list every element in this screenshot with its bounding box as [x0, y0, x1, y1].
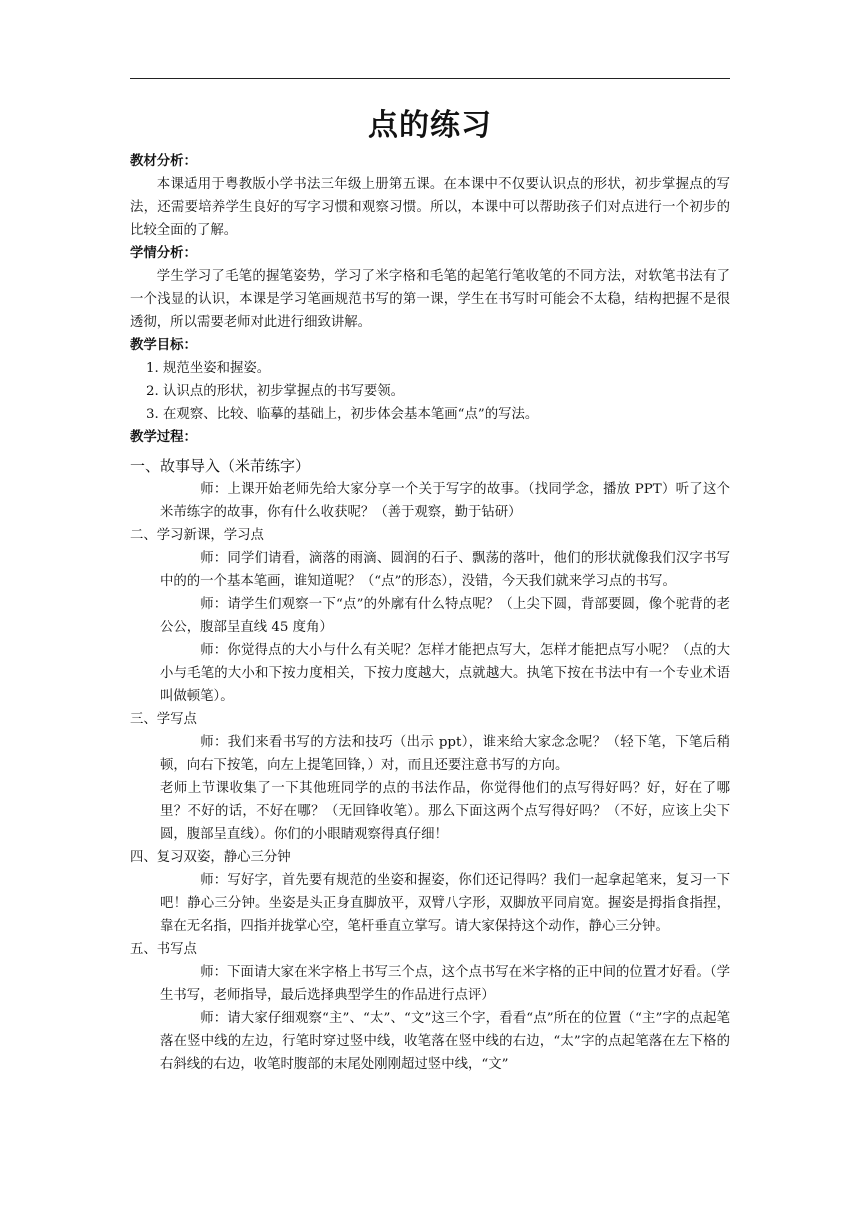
- material-body: 本课适用于粤教版小学书法三年级上册第五课。在本课中不仅要认识点的形状，初步掌握点的写法，还需要培养学生良好的写字习惯和观察习惯。所以，本课中可以帮助孩子们对点进行一个初步的比较全面的了解。: [130, 177, 730, 238]
- step-title: 二、学习新课，学习点: [130, 528, 264, 543]
- step-paragraph: 师：写好字，首先要有规范的坐姿和握姿，你们还记得吗？我们一起拿起笔来，复习一下吧！静心三分钟。坐姿是头正身直脚放平，双臂八字形，双脚放平同肩宽。握姿是拇指食指捏，靠在无名指，四指并拢掌心空，笔杆垂直立掌写。请大家保持这个动作，静心三分钟。: [160, 873, 730, 934]
- header-rule: [130, 78, 730, 79]
- step-title: 一、故事导入（米芾练字）: [130, 457, 311, 475]
- process-heading: 教学过程：: [130, 430, 197, 445]
- step-title: 三、学写点: [130, 712, 197, 727]
- step-paragraph: 师：请学生们观察一下“点”的外廓有什么特点呢？（上尖下圆，背部要圆，像个驼背的老公公，腹部呈直线 45 度角）: [160, 597, 730, 635]
- document-title: 点的练习: [368, 108, 492, 143]
- students-body: 学生学习了毛笔的握笔姿势，学习了米字格和毛笔的起笔行笔收笔的不同方法，对软笔书法有了一个浅显的认识，本课是学习笔画规范书写的第一课，学生在书写时可能会不太稳，结构把握不是很透彻，所以需要老师对此进行细致讲解。: [130, 269, 730, 330]
- material-heading: 教材分析：: [130, 154, 197, 169]
- goal-item: 1. 规范坐姿和握姿。: [146, 361, 271, 376]
- goals-heading: 教学目标：: [130, 338, 197, 353]
- step-paragraph: 师：我们来看书写的方法和技巧（出示 ppt），谁来给大家念念呢？（轻下笔，下笔后稍顿，向右下按笔，向左上提笔回锋，）对，而且还要注意书写的方向。: [160, 735, 730, 773]
- step-paragraph: 师：下面请大家在米字格上书写三个点，这个点书写在米字格的正中间的位置才好看。（学生书写，老师指导，最后选择典型学生的作品进行点评）: [160, 965, 730, 1003]
- step-title: 四、复习双姿，静心三分钟: [130, 850, 291, 865]
- step-title: 五、书写点: [130, 942, 197, 957]
- step-paragraph: 师：请大家仔细观察“主”、“太”、“文”这三个字，看看“点”所在的位置（“主”字的点起笔落在竖中线的左边，行笔时穿过竖中线，收笔落在竖中线的右边，“太”字的点起笔落在左下格的右斜线的右边，收笔时腹部的末尾处刚刚超过竖中线，“文”: [160, 1011, 730, 1072]
- document-body: [130, 150, 730, 1076]
- step-paragraph: 老师上节课收集了一下其他班同学的点的书法作品，你觉得他们的点写得好吗？好，好在了哪里？不好的话，不好在哪？（无回锋收笔）。那么下面这两个点写得好吗？（不好，应该上尖下圆，腹部呈直线）。你们的小眼睛观察得真仔细！: [160, 781, 730, 842]
- goal-item: 2. 认识点的形状，初步掌握点的书写要领。: [146, 384, 405, 399]
- step-paragraph: 师：上课开始老师先给大家分享一个关于写字的故事。（找同学念，播放 PPT）听了这个米芾练字的故事，你有什么收获呢？（善于观察，勤于钻研）: [160, 482, 730, 520]
- step-paragraph: 师：你觉得点的大小与什么有关呢？怎样才能把点写大，怎样才能把点写小呢？（点的大小与毛笔的大小和下按力度相关，下按力度越大，点就越大。执笔下按在书法中有一个专业术语叫做顿笔）。: [160, 643, 730, 704]
- goal-item: 3. 在观察、比较、临摹的基础上，初步体会基本笔画“点”的写法。: [146, 407, 539, 422]
- step-paragraph: 师：同学们请看，滴落的雨滴、圆润的石子、飘荡的落叶，他们的形状就像我们汉字书写中的的一个基本笔画，谁知道呢？（“点”的形态），没错，今天我们就来学习点的书写。: [160, 551, 730, 589]
- students-heading: 学情分析：: [130, 246, 197, 261]
